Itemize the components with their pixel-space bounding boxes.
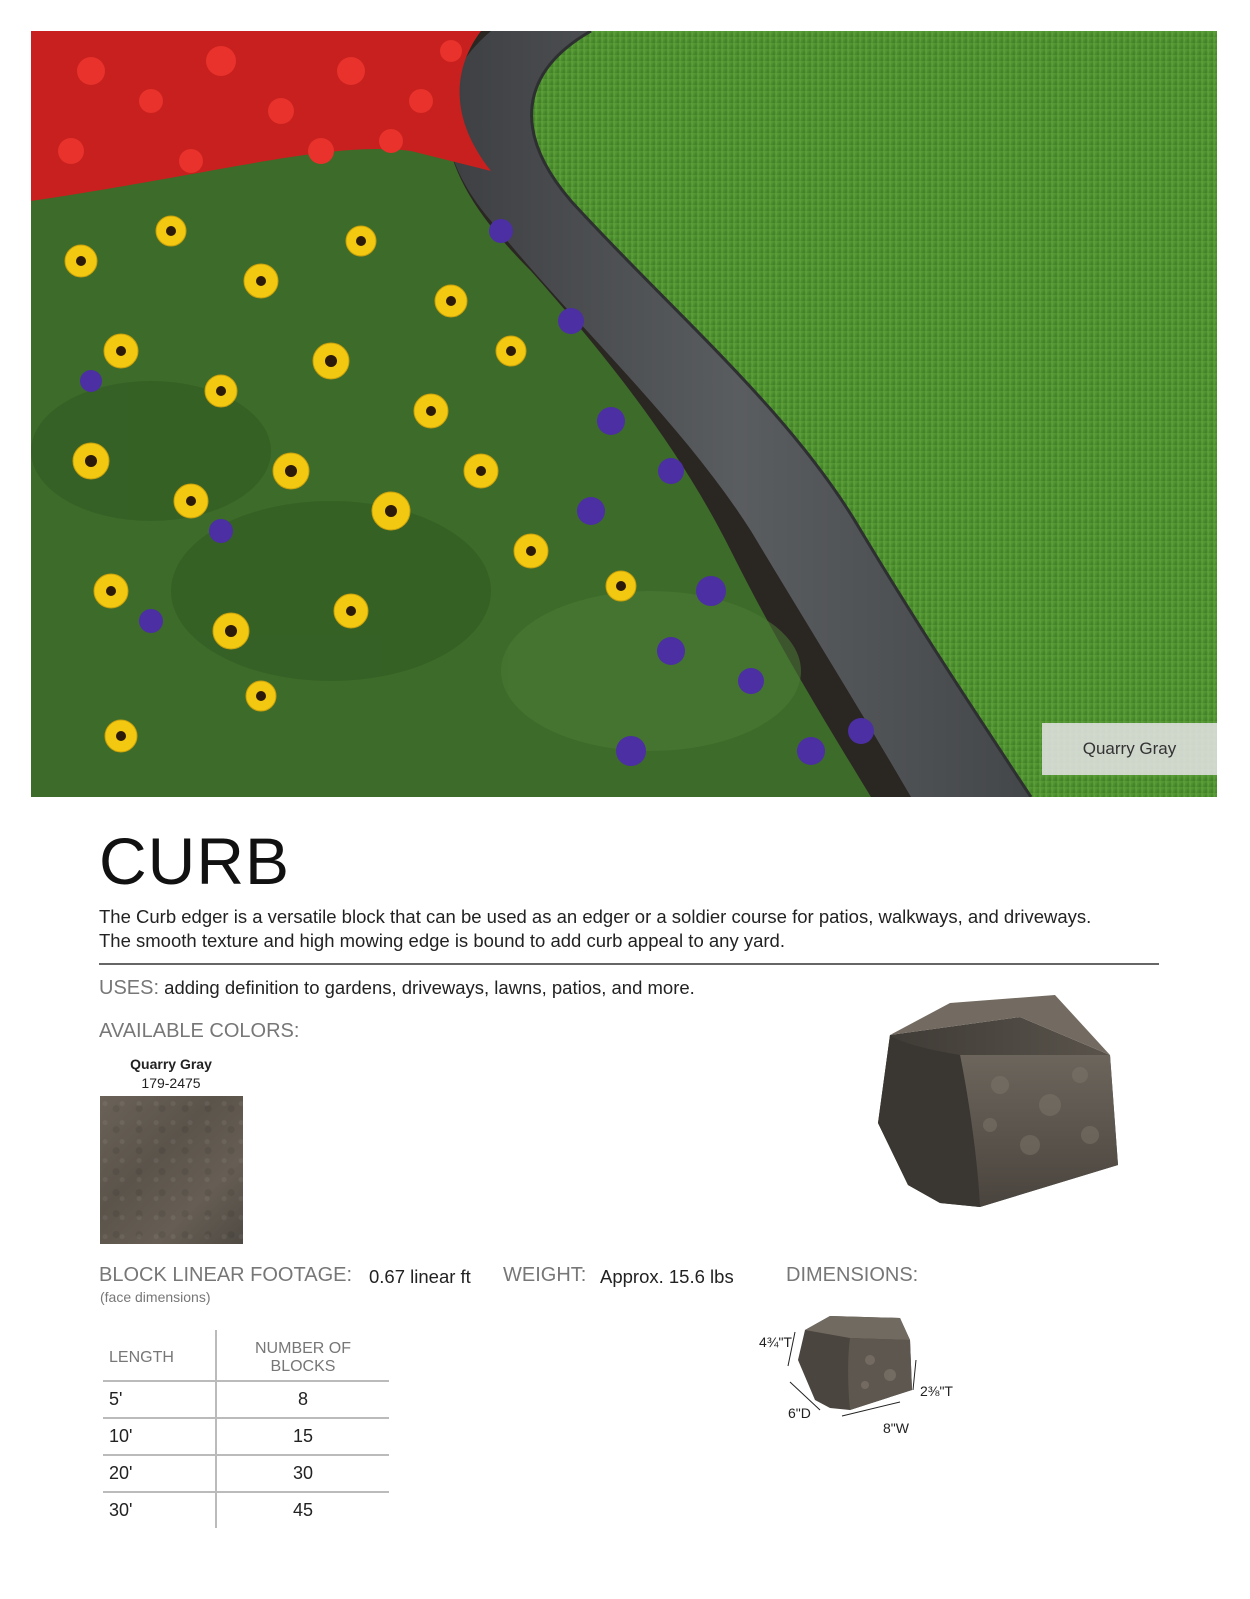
length-cell: 30' bbox=[103, 1492, 216, 1528]
colors-label: AVAILABLE COLORS: bbox=[99, 1020, 300, 1042]
uses-label: USES: bbox=[99, 977, 160, 999]
blocks-cell: 15 bbox=[216, 1418, 389, 1455]
blocks-cell: 8 bbox=[216, 1381, 389, 1418]
table-row bbox=[103, 1418, 389, 1455]
hero-photo bbox=[31, 31, 1217, 797]
divider bbox=[99, 963, 1159, 965]
table-row bbox=[103, 1455, 389, 1492]
dim-tall: 4¾"T bbox=[759, 1334, 792, 1350]
product-description bbox=[99, 905, 1159, 953]
curb-block-image bbox=[860, 995, 1142, 1227]
swatch-name: Quarry Gray bbox=[130, 1056, 212, 1072]
weight-value: Approx. 15.6 lbs bbox=[600, 1266, 734, 1287]
product-title: CURB bbox=[99, 824, 291, 898]
length-cell: 5' bbox=[103, 1381, 216, 1418]
blocks-cell: 30 bbox=[216, 1455, 389, 1492]
garden-illustration bbox=[31, 31, 1217, 797]
length-blocks-table bbox=[103, 1330, 389, 1528]
blocks-cell: 45 bbox=[292, 1500, 314, 1520]
dim-short: 2⅜"T bbox=[920, 1383, 953, 1399]
table-header-row bbox=[103, 1330, 389, 1381]
swatch-code: 179-2475 bbox=[141, 1075, 201, 1091]
footage-label: BLOCK LINEAR FOOTAGE: bbox=[99, 1264, 353, 1286]
dim-width: 8"W bbox=[883, 1420, 909, 1436]
header-length: LENGTH bbox=[103, 1330, 216, 1381]
dim-depth: 6"D bbox=[788, 1405, 811, 1421]
footage-value: 0.67 linear ft bbox=[369, 1266, 471, 1287]
color-swatch-quarry-gray bbox=[100, 1096, 243, 1244]
table-row bbox=[103, 1381, 389, 1418]
description-line-2: The smooth texture and high mowing edge is bound to add curb appeal to any yard. bbox=[99, 930, 785, 951]
weight-label: WEIGHT: bbox=[503, 1264, 587, 1286]
uses-text: adding definition to gardens, driveways, lawns, patios, and more. bbox=[164, 977, 695, 998]
hero-color-tag: Quarry Gray bbox=[1042, 723, 1217, 775]
table-row bbox=[103, 1492, 389, 1528]
header-number-of-blocks: NUMBER OF BLOCKS bbox=[216, 1330, 389, 1381]
length-cell: 10' bbox=[103, 1418, 216, 1455]
uses-row bbox=[99, 977, 695, 1000]
dimensions-label: DIMENSIONS: bbox=[786, 1264, 919, 1286]
length-cell: 20' bbox=[103, 1455, 216, 1492]
footage-subtext: (face dimensions) bbox=[100, 1289, 211, 1305]
description-line-1: The Curb edger is a versatile block that can be used as an edger or a soldier course for patios, walkways, and driveways. bbox=[99, 906, 1092, 927]
